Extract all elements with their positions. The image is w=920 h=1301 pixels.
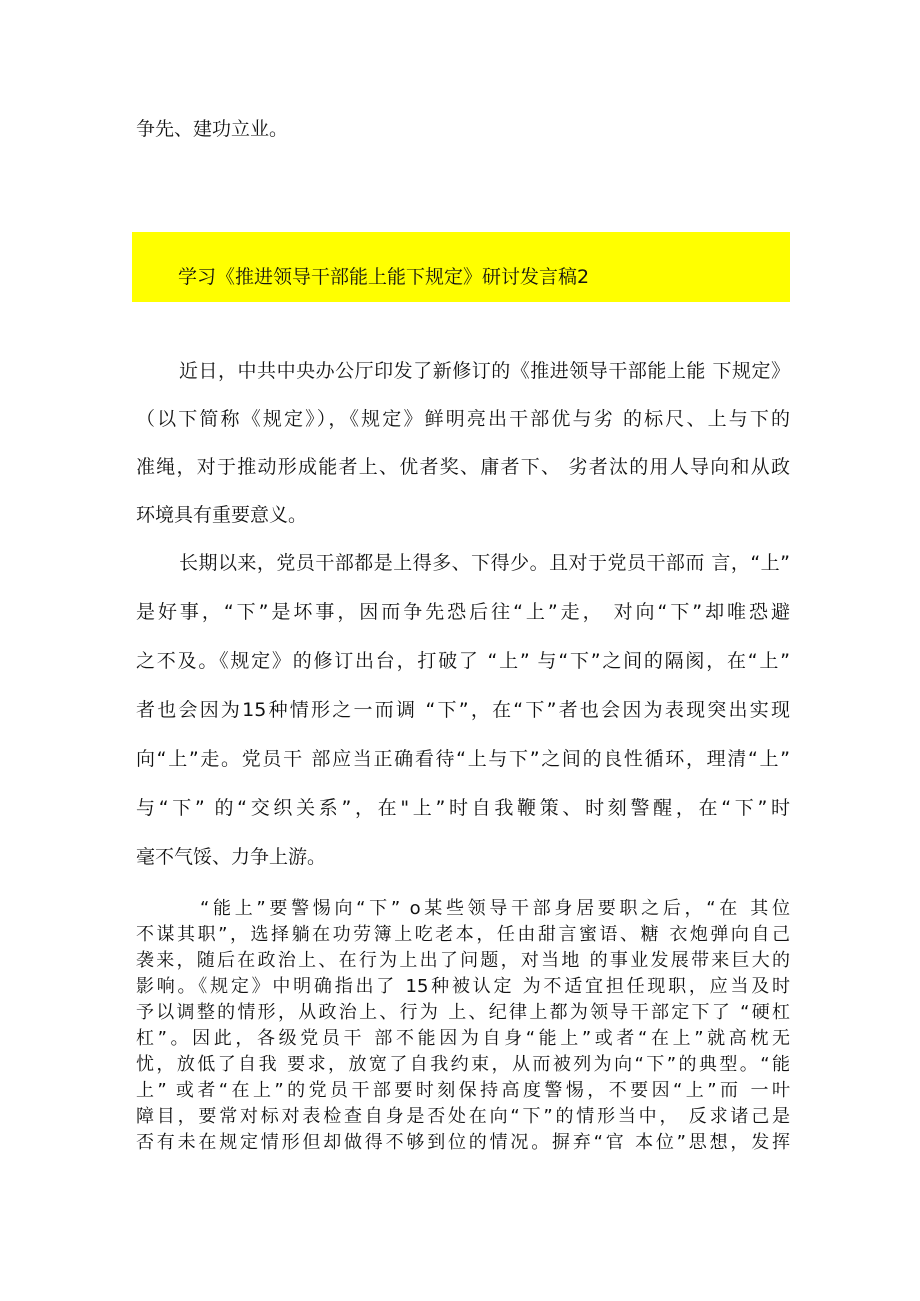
paragraph3-line: 不谋其职”，选择躺在功劳簿上吃老本，任由甜言蜜语、糖 衣炮弹向自己 [136, 924, 790, 945]
paragraph3-line: 障目，要常对标对表检查自身是否处在向“下”的情形当中， 反求诸己是 [136, 1106, 790, 1127]
paragraph2-line: 毫不气馁、力争上游。 [136, 846, 327, 868]
paragraph1-line: 近日，中共中央办公厅印发了新修订的《推进领导干部能上能 下规定》 [179, 360, 790, 382]
paragraph2-line: 向“上”走。党员干 部应当正确看待“上与下”之间的良性循环，理清“上” [136, 748, 790, 770]
paragraph3-line: 袭来，随后在政治上、在行为上出了问题，对当地 的事业发展带来巨大的 [136, 950, 790, 971]
paragraph1-line: 环境具有重要意义。 [136, 504, 308, 526]
paragraph3-line: “能上”要警惕向“下” o某些领导干部身居要职之后，“在 其位 [200, 898, 790, 919]
paragraph3-line: 影响。《规定》中明确指出了 15种被认定 为不适宜担任现职，应当及时 [136, 976, 790, 997]
document-title: 学习《推进领导干部能上能下规定》研讨发言稿2 [178, 266, 590, 288]
paragraph1-line: 准绳，对于推动形成能者上、优者奖、庸者下、 劣者汰的用人导向和从政 [136, 456, 790, 478]
paragraph3-line: 予以调整的情形，从政治上、行为 上、纪律上都为领导干部定下了 “硬杠 [136, 1002, 790, 1023]
paragraph3-line: 忧，放低了自我 要求，放宽了自我约束，从而被列为向“下”的典型。“能 [136, 1054, 790, 1075]
paragraph2-line: 者也会因为15种情形之一而调 “下”，在“下”者也会因为表现突出实现 [136, 699, 790, 721]
paragraph3-line: 杠”。因此，各级党员干 部不能因为自身“能上”或者“在上”就高枕无 [136, 1028, 790, 1049]
title-highlight-band [132, 232, 790, 302]
paragraph2-line: 与“下” 的“交织关系”，在"上”时自我鞭策、时刻警醒，在“下”时 [136, 797, 790, 819]
paragraph3-line: 否有未在规定情形但却做得不够到位的情况。摒弃“官 本位”思想，发挥 [136, 1132, 790, 1153]
intro-tail-line: 争先、建功立业。 [136, 118, 289, 140]
paragraph2-line: 之不及。《规定》的修订出台，打破了 “上” 与“下”之间的隔阂，在“上” [136, 650, 790, 672]
paragraph2-line: 是好事，“下”是坏事，因而争先恐后往“上”走， 对向“下”却唯恐避 [136, 601, 790, 623]
paragraph3-line: 上” 或者“在上”的党员干部要时刻保持高度警惕，不要因“上”而 一叶 [136, 1080, 790, 1101]
paragraph1-line: （以下简称《规定》），《规定》鲜明亮出干部优与劣 的标尺、上与下的 [136, 408, 790, 430]
paragraph2-line: 长期以来，党员干部都是上得多、下得少。且对于党员干部而 言，“上” [179, 552, 790, 574]
